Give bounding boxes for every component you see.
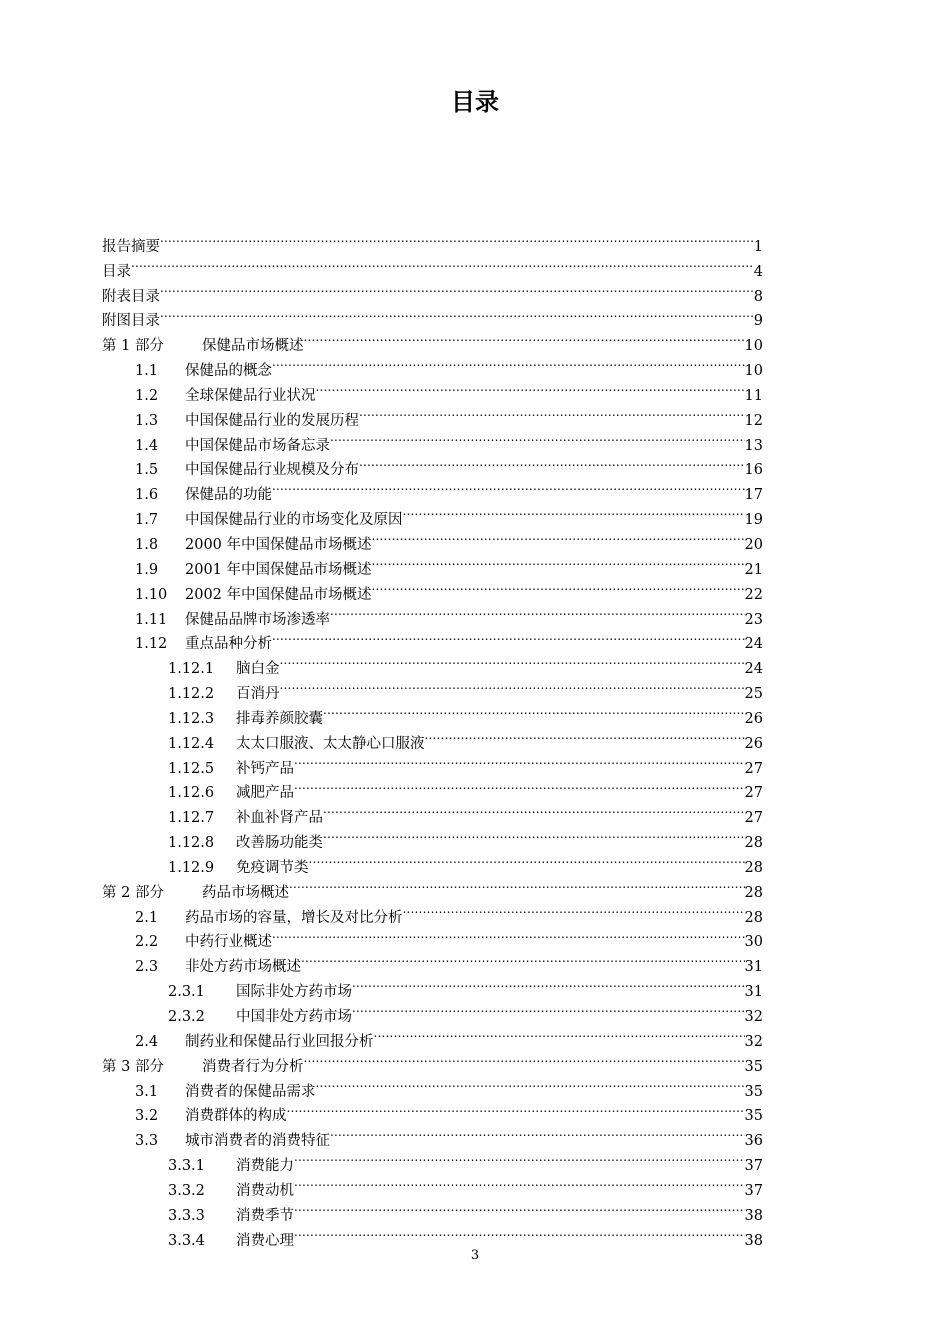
dot-leader bbox=[323, 698, 745, 723]
toc-entry-page: 27 bbox=[744, 760, 763, 777]
dot-leader bbox=[330, 599, 745, 624]
toc-entry-label: 免疫调节类 bbox=[236, 859, 309, 876]
dot-leader bbox=[304, 1046, 745, 1071]
toc-entry-number: 1.12.6 bbox=[168, 785, 215, 802]
toc-entry-label: 消费能力 bbox=[236, 1158, 294, 1175]
toc-entry-label: 药品市场概述 bbox=[202, 884, 289, 901]
dot-leader bbox=[304, 325, 745, 350]
toc-entry-number: 2.1 bbox=[135, 909, 159, 926]
dot-leader bbox=[294, 1195, 745, 1220]
toc-entry-page: 38 bbox=[744, 1232, 763, 1249]
toc-entry-label: 脑白金 bbox=[236, 661, 280, 678]
toc-entry-label: 报告摘要 bbox=[102, 238, 160, 255]
toc-entry-label: 附表目录 bbox=[102, 288, 160, 305]
dot-leader bbox=[372, 524, 745, 549]
dot-leader bbox=[316, 1071, 745, 1096]
toc-entry-label: 目录 bbox=[102, 263, 131, 280]
toc-entry-label: 补血补肾产品 bbox=[236, 810, 323, 827]
toc-entry-page: 31 bbox=[744, 959, 763, 976]
toc-entry-page: 25 bbox=[744, 686, 763, 703]
toc-entry-number: 1.6 bbox=[135, 487, 159, 504]
toc-entry-page: 26 bbox=[744, 735, 763, 752]
toc-entry-label: 2001 年中国保健品市场概述 bbox=[185, 561, 372, 578]
dot-leader bbox=[287, 1096, 745, 1121]
toc-entry-number: 1.12.8 bbox=[168, 835, 215, 852]
dot-leader bbox=[309, 847, 745, 872]
dot-leader bbox=[330, 425, 745, 450]
toc-entry-number: 1.10 bbox=[135, 586, 168, 603]
page-number: 3 bbox=[470, 1248, 480, 1263]
dot-leader bbox=[280, 648, 745, 673]
dot-leader bbox=[403, 499, 745, 524]
toc-entry-label: 消费者的保健品需求 bbox=[185, 1083, 316, 1100]
toc-entry-number: 1.9 bbox=[135, 561, 159, 578]
toc-entry-label: 补钙产品 bbox=[236, 760, 294, 777]
toc-entry-page: 1 bbox=[753, 238, 763, 255]
toc-entry-label: 保健品品牌市场渗透率 bbox=[185, 611, 330, 628]
toc-entry-label: 中国保健品行业的发展历程 bbox=[185, 412, 359, 429]
dot-leader bbox=[330, 1120, 745, 1145]
dot-leader bbox=[294, 1170, 745, 1195]
toc-entry-page: 13 bbox=[744, 437, 763, 454]
page-title: 目录 bbox=[451, 88, 499, 116]
toc-entry-number: 1.2 bbox=[135, 387, 159, 404]
dot-leader bbox=[272, 624, 745, 649]
dot-leader bbox=[352, 971, 745, 996]
toc-entry-label: 改善肠功能类 bbox=[236, 835, 323, 852]
toc-entry-page: 28 bbox=[744, 884, 763, 901]
toc-entry-number: 2.4 bbox=[135, 1033, 159, 1050]
toc-entry-label: 非处方药市场概述 bbox=[185, 959, 301, 976]
dot-leader bbox=[352, 996, 745, 1021]
toc-entry-number: 1.1 bbox=[135, 363, 159, 380]
toc-entry-number: 1.12 bbox=[135, 636, 168, 653]
toc-entry-label: 减肥产品 bbox=[236, 785, 294, 802]
toc-entry-label: 中国非处方药市场 bbox=[236, 1009, 352, 1025]
toc-entry-number: 1.5 bbox=[135, 462, 159, 479]
dot-leader bbox=[425, 723, 745, 748]
toc-entry-label: 2002 年中国保健品市场概述 bbox=[185, 586, 372, 603]
toc-entry-page: 32 bbox=[744, 1009, 763, 1025]
toc-entry-number: 1.12.3 bbox=[168, 710, 215, 727]
toc-entry-number: 第 1 部分 bbox=[102, 338, 164, 355]
toc-entry-number: 1.12.1 bbox=[168, 661, 215, 678]
toc-entry-page: 20 bbox=[744, 536, 763, 553]
toc-entry-number: 3.3.4 bbox=[168, 1232, 205, 1249]
toc-entry-label: 2000 年中国保健品市场概述 bbox=[185, 536, 372, 553]
toc-entry-number: 第 2 部分 bbox=[102, 884, 164, 901]
toc-entry-number: 3.1 bbox=[135, 1083, 159, 1100]
toc-entry-page: 31 bbox=[744, 984, 763, 1001]
dot-leader bbox=[272, 922, 745, 947]
toc-entry-label: 消费群体的构成 bbox=[185, 1108, 287, 1125]
toc-entry-page: 9 bbox=[753, 313, 763, 330]
toc-entry-number: 1.12.5 bbox=[168, 760, 215, 777]
toc-entry-label: 城市消费者的消费特征 bbox=[185, 1133, 330, 1150]
toc-entry-number: 1.3 bbox=[135, 412, 159, 429]
dot-leader bbox=[372, 549, 745, 574]
toc-entry-label: 保健品的功能 bbox=[185, 487, 272, 504]
toc-entry-page: 21 bbox=[744, 561, 763, 578]
toc-entry-label: 消费季节 bbox=[236, 1207, 294, 1224]
toc-entry-label: 太太口服液、太太静心口服液 bbox=[236, 735, 425, 752]
toc-entry-label: 保健品市场概述 bbox=[202, 338, 304, 355]
toc-entry-number: 1.4 bbox=[135, 437, 159, 454]
toc-entry-label: 消费动机 bbox=[236, 1182, 294, 1199]
toc-entry-label: 百消丹 bbox=[236, 686, 280, 703]
toc-entry[interactable] bbox=[102, 301, 763, 330]
toc-entry-number: 2.2 bbox=[135, 934, 159, 951]
toc-entry-page: 35 bbox=[744, 1108, 763, 1125]
toc-entry-page: 10 bbox=[744, 363, 763, 380]
toc-entry-label: 消费者行为分析 bbox=[202, 1058, 304, 1075]
toc-entry-number: 1.12.7 bbox=[168, 810, 215, 827]
toc-entry-page: 26 bbox=[744, 710, 763, 727]
dot-leader bbox=[294, 748, 745, 773]
dot-leader bbox=[316, 375, 745, 400]
toc-entry-page: 19 bbox=[744, 512, 763, 529]
toc-entry-page: 17 bbox=[744, 487, 763, 504]
dot-leader bbox=[403, 897, 745, 922]
dot-leader bbox=[272, 350, 745, 375]
toc-entry-page: 28 bbox=[744, 859, 763, 876]
toc-entry-label: 全球保健品行业状况 bbox=[185, 387, 316, 404]
dot-leader bbox=[294, 1145, 745, 1170]
dot-leader bbox=[372, 574, 745, 599]
dot-leader bbox=[294, 1220, 745, 1245]
toc-entry-number: 3.3.3 bbox=[168, 1207, 205, 1224]
toc-entry[interactable] bbox=[102, 276, 763, 305]
toc-entry-label: 中国保健品行业的市场变化及原因 bbox=[185, 512, 403, 529]
dot-leader bbox=[301, 946, 745, 971]
toc-entry-label: 附图目录 bbox=[102, 313, 160, 330]
toc-entry-label: 消费心理 bbox=[236, 1232, 294, 1249]
toc-entry-number: 3.3.2 bbox=[168, 1182, 205, 1199]
toc-entry-page: 16 bbox=[744, 462, 763, 479]
toc-entry-label: 中国保健品行业规模及分布 bbox=[185, 462, 359, 479]
toc-entry-number: 2.3.2 bbox=[168, 1009, 205, 1025]
toc-entry-page: 23 bbox=[744, 611, 763, 628]
toc-entry-label: 中国保健品市场备忘录 bbox=[185, 437, 330, 454]
toc-entry-number: 3.3.1 bbox=[168, 1158, 205, 1175]
toc-entry[interactable] bbox=[102, 325, 763, 355]
toc-entry-number: 2.3 bbox=[135, 959, 159, 976]
toc-entry-page: 24 bbox=[744, 636, 763, 653]
table-of-contents bbox=[102, 226, 763, 1249]
toc-entry-number: 1.12.9 bbox=[168, 859, 215, 876]
toc-entry-number: 1.11 bbox=[135, 611, 168, 628]
toc-entry-number: 1.7 bbox=[135, 512, 159, 529]
dot-leader bbox=[359, 450, 745, 475]
toc-entry[interactable] bbox=[102, 251, 763, 280]
dot-leader bbox=[374, 1021, 745, 1046]
toc-entry-number: 3.3 bbox=[135, 1133, 159, 1150]
dot-leader bbox=[160, 276, 754, 301]
toc-entry-number: 第 3 部分 bbox=[102, 1058, 164, 1075]
toc-entry-label: 药品市场的容量，增长及对比分析 bbox=[185, 909, 403, 926]
toc-entry-page: 36 bbox=[744, 1133, 763, 1150]
toc-entry-page: 38 bbox=[744, 1207, 763, 1224]
dot-leader bbox=[280, 673, 745, 698]
toc-entry-page: 12 bbox=[744, 412, 763, 429]
toc-entry-page: 11 bbox=[744, 387, 763, 404]
dot-leader bbox=[160, 301, 754, 326]
dot-leader bbox=[323, 822, 745, 847]
toc-entry-label: 保健品的概念 bbox=[185, 363, 272, 380]
toc-entry-page: 8 bbox=[753, 288, 763, 305]
toc-entry-page: 35 bbox=[744, 1058, 763, 1075]
toc-entry-page: 24 bbox=[744, 661, 763, 678]
toc-entry-number: 2.3.1 bbox=[168, 984, 205, 1001]
dot-leader bbox=[160, 226, 754, 251]
toc-entry-page: 35 bbox=[744, 1083, 763, 1100]
toc-entry-number: 1.12.2 bbox=[168, 686, 215, 703]
toc-entry-page: 37 bbox=[744, 1182, 763, 1199]
toc-entry-page: 27 bbox=[744, 785, 763, 802]
dot-leader bbox=[131, 251, 754, 276]
toc-entry-page: 32 bbox=[744, 1033, 763, 1050]
toc-entry-page: 27 bbox=[744, 810, 763, 827]
toc-entry-number: 1.8 bbox=[135, 536, 159, 553]
toc-entry-label: 中药行业概述 bbox=[185, 934, 272, 951]
dot-leader bbox=[294, 773, 745, 798]
dot-leader bbox=[323, 797, 745, 822]
dot-leader bbox=[272, 474, 745, 499]
toc-entry-number: 3.2 bbox=[135, 1108, 159, 1125]
toc-entry-label: 国际非处方药市场 bbox=[236, 984, 352, 1001]
toc-entry-label: 制药业和保健品行业回报分析 bbox=[185, 1033, 374, 1050]
toc-entry[interactable] bbox=[102, 226, 763, 255]
toc-entry-page: 22 bbox=[744, 586, 763, 603]
toc-entry-page: 28 bbox=[744, 835, 763, 852]
dot-leader bbox=[289, 872, 745, 897]
toc-entry-label: 排毒养颜胶囊 bbox=[236, 710, 323, 727]
toc-entry-page: 28 bbox=[744, 909, 763, 926]
toc-entry-page: 37 bbox=[744, 1158, 763, 1175]
toc-entry-page: 10 bbox=[744, 338, 763, 355]
toc-entry-label: 重点品种分析 bbox=[185, 636, 272, 653]
toc-entry-page: 30 bbox=[744, 934, 763, 951]
toc-entry-page: 4 bbox=[753, 263, 763, 280]
toc-entry-number: 1.12.4 bbox=[168, 735, 215, 752]
dot-leader bbox=[359, 400, 745, 425]
